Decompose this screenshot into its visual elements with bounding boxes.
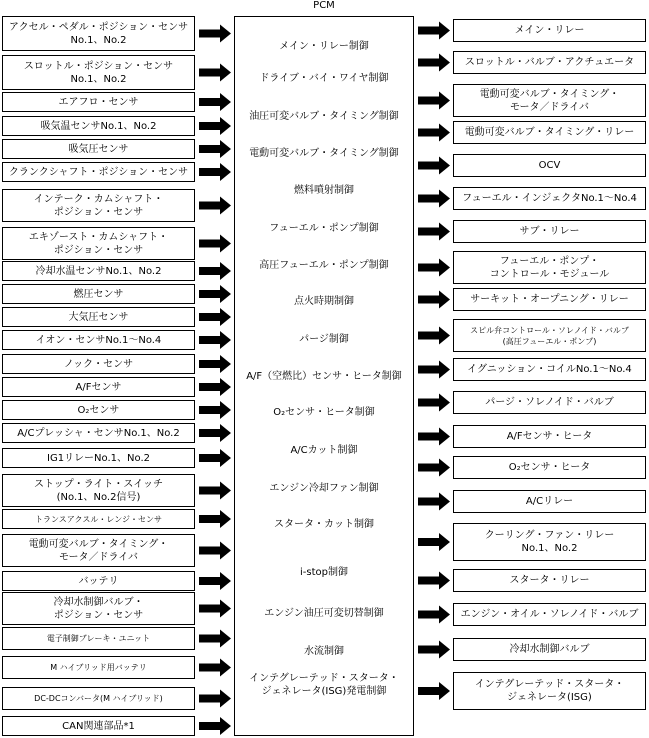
arrow [418,54,450,72]
input-box: A/Fセンサ [2,377,195,397]
input-box: アクセル・ペダル・ポジション・センサ No.1、No.2 [2,16,195,51]
input-box: ノック・センサ [2,354,195,374]
arrow [199,542,231,560]
arrow [418,327,450,345]
arrow [199,197,231,215]
input-box: CAN関連部品*1 [2,716,195,736]
output-box: 冷却水制御バルブ [453,638,646,661]
arrow [199,630,231,648]
pcm-function: メイン・リレー制御 [279,41,369,52]
pcm-function: 燃料噴射制御 [294,185,354,196]
input-box: 吸気温センサNo.1、No.2 [2,116,195,136]
output-box: サーキット・オープニング・リレー [453,288,646,311]
arrow [199,424,231,442]
arrow [418,533,450,551]
arrow [199,25,231,43]
arrow [199,482,231,500]
pcm-function: 水流制御 [304,646,344,657]
pcm-function: 点火時期制御 [294,296,354,307]
output-box: スロットル・バルブ・アクチュエータ [453,51,646,74]
pcm-function: A/Cカット制御 [290,445,358,456]
arrow [418,641,450,659]
pcm-function: パージ制御 [299,334,349,345]
output-box: A/Fセンサ・ヒータ [453,425,646,448]
arrow [418,428,450,446]
arrow [418,606,450,624]
input-box: 冷却水制御バルブ・ ポジション・センサ [2,592,195,625]
pcm-function: スタータ・カット制御 [274,519,374,530]
input-box: DC-DCコンバータ(M ハイブリッド) [2,687,195,710]
output-box: スピル弁コントロール・ソレノイド・バルブ (高圧フューエル・ポンプ) [453,319,646,352]
arrow [418,223,450,241]
input-box: 電子制御ブレーキ・ユニット [2,627,195,650]
input-box: エアフロ・センサ [2,92,195,112]
arrow [199,140,231,158]
arrow [418,124,450,142]
input-box: 燃圧センサ [2,284,195,304]
output-box: インテグレーテッド・スタータ・ ジェネレータ(ISG) [453,672,646,710]
pcm-function: O₂センサ・ヒータ制御 [273,407,375,418]
output-box: 電動可変バルブ・タイミング・ モータ／ドライバ [453,84,646,117]
output-box: サブ・リレー [453,220,646,243]
output-box: フューエル・ポンプ・ コントロール・モジュール [453,251,646,284]
arrow [199,64,231,82]
output-box: パージ・ソレノイド・バルブ [453,391,646,414]
pcm-title: PCM [313,0,335,11]
output-box: エンジン・オイル・ソレノイド・バルブ [453,603,646,626]
input-box: イオン・センサNo.1〜No.4 [2,330,195,350]
input-box: 大気圧センサ [2,307,195,327]
arrow [418,259,450,277]
pcm-function: インテグレーテッド・スタータ・ ジェネレータ(ISG)発電制御 [249,673,399,697]
arrow [199,163,231,181]
arrow [418,291,450,309]
arrow [418,157,450,175]
arrow [418,682,450,700]
arrow [199,572,231,590]
input-box: スロットル・ポジション・センサ No.1、No.2 [2,55,195,90]
output-box: メイン・リレー [453,19,646,42]
arrow [418,190,450,208]
pcm-function: 油圧可変バルブ・タイミング制御 [249,111,399,122]
output-box: A/Cリレー [453,490,646,513]
input-box: M ハイブリッド用バッテリ [2,656,195,679]
arrow [199,331,231,349]
arrow [199,510,231,528]
arrow [199,355,231,373]
arrow [418,361,450,379]
input-box: IG1リレーNo.1、No.2 [2,448,195,468]
arrow [199,690,231,708]
arrow [418,493,450,511]
arrow [199,117,231,135]
input-box: ストップ・ライト・スイッチ (No.1、No.2信号) [2,474,195,507]
arrow [418,459,450,477]
pcm-function: フューエル・ポンプ制御 [269,223,379,234]
arrow [199,378,231,396]
input-box: バッテリ [2,571,195,591]
arrow [418,394,450,412]
arrow [199,600,231,618]
output-box: O₂センサ・ヒータ [453,456,646,479]
pcm-function: ドライブ・バイ・ワイヤ制御 [259,73,389,84]
input-box: トランスアクスル・レンジ・センサ [2,509,195,529]
input-box: 吸気圧センサ [2,139,195,159]
output-box: フューエル・インジェクタNo.1〜No.4 [453,187,646,210]
arrow [199,235,231,253]
arrow [199,449,231,467]
arrow [199,717,231,735]
input-box: 冷却水温センサNo.1、No.2 [2,261,195,281]
input-box: インテーク・カムシャフト・ ポジション・センサ [2,189,195,222]
output-box: 電動可変バルブ・タイミング・リレー [453,121,646,144]
output-box: OCV [453,154,646,177]
pcm-function: A/F（空燃比）センサ・ヒータ制御 [246,371,402,382]
arrow [418,572,450,590]
pcm-function: 電動可変バルブ・タイミング制御 [249,148,399,159]
output-box: クーリング・ファン・リレー No.1、No.2 [453,523,646,561]
pcm-function: エンジン冷却ファン制御 [269,483,379,494]
arrow [418,92,450,110]
input-box: A/Cプレッシャ・センサNo.1、No.2 [2,423,195,443]
arrow [199,308,231,326]
input-box: O₂センサ [2,400,195,420]
pcm-function: エンジン油圧可変切替制御 [264,608,384,619]
arrow [199,659,231,677]
arrow [199,401,231,419]
pcm-function: 高圧フューエル・ポンプ制御 [259,260,389,271]
arrow [418,22,450,40]
input-box: クランクシャフト・ポジション・センサ [2,162,195,182]
input-box: 電動可変バルブ・タイミング・ モータ／ドライバ [2,534,195,567]
output-box: スタータ・リレー [453,569,646,592]
input-box: エキゾースト・カムシャフト・ ポジション・センサ [2,227,195,260]
arrow [199,93,231,111]
arrow [199,262,231,280]
arrow [199,285,231,303]
output-box: イグニッション・コイルNo.1〜No.4 [453,358,646,381]
pcm-function: i-stop制御 [300,567,348,578]
